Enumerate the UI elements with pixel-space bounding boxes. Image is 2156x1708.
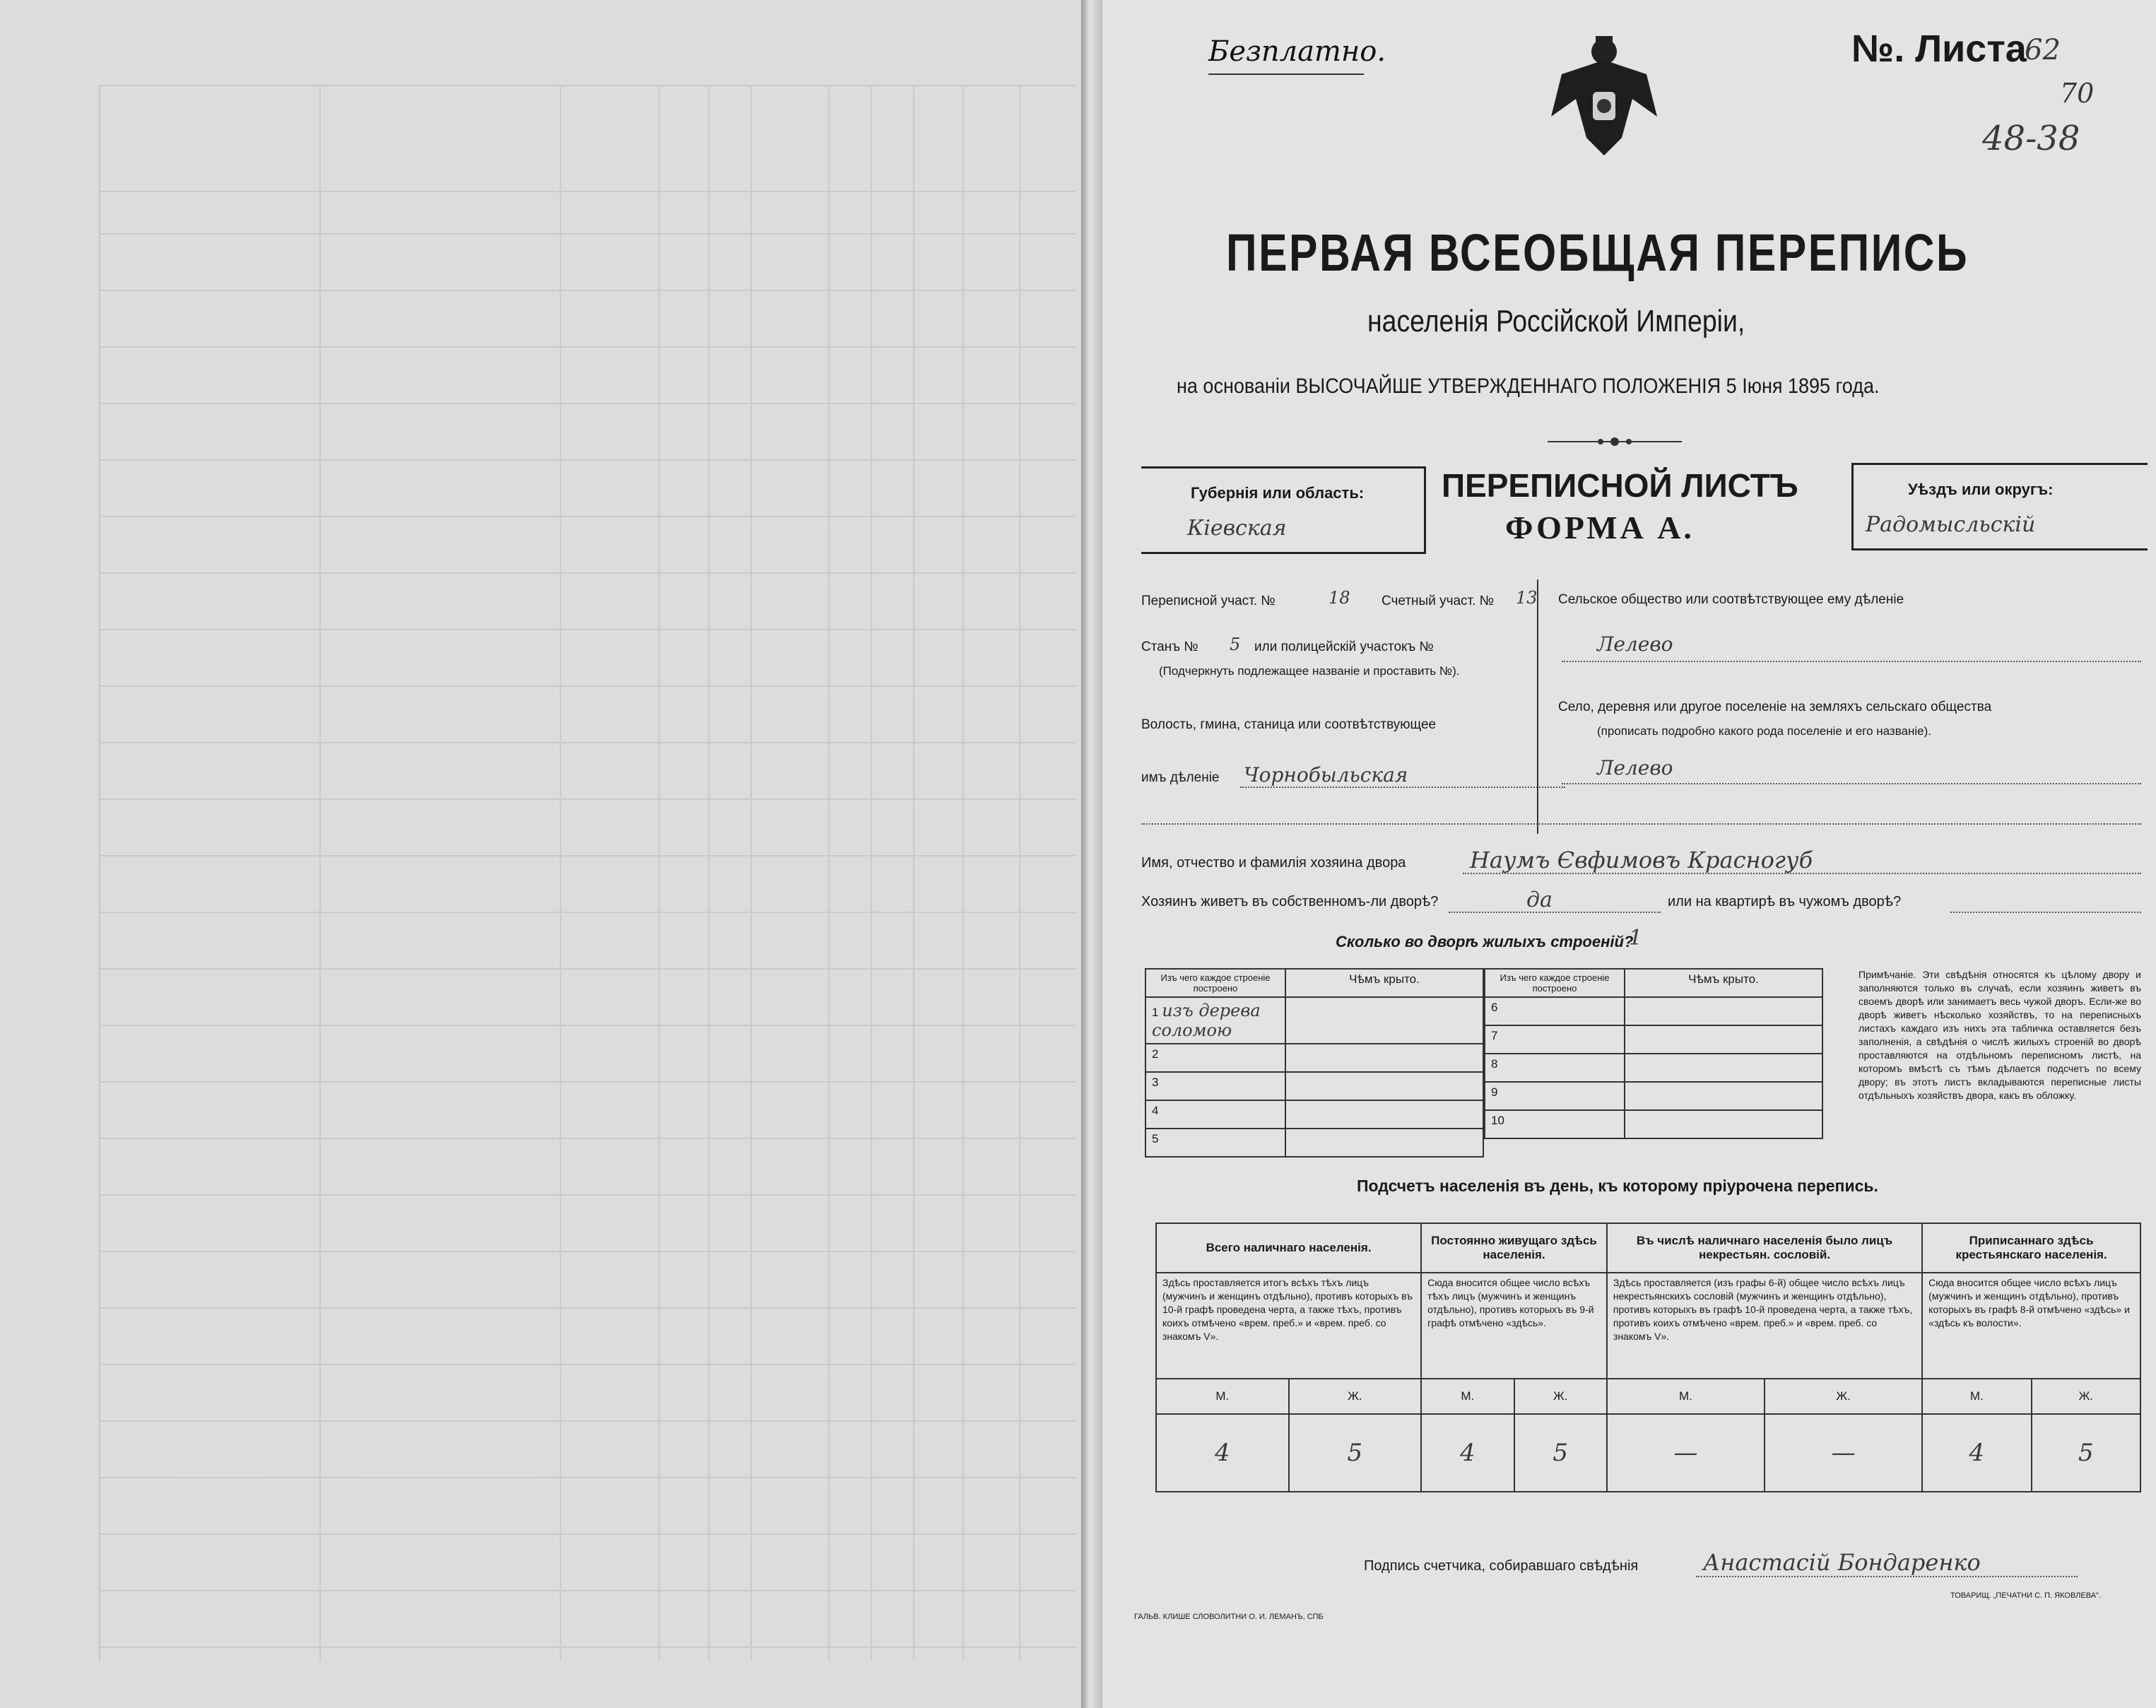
group-2-f-value: 5 <box>1514 1414 1607 1492</box>
group-1-m-label: М. <box>1156 1379 1289 1414</box>
volost-label: Волость, гмина, станица или соотвѣтствующее <box>1141 717 1437 732</box>
group-2-m-value: 4 <box>1421 1414 1514 1492</box>
signature-label: Подпись счетчика, собиравшаго свѣдѣнія <box>1364 1558 1639 1574</box>
note-text: Примѣчаніе. Эти свѣдѣнія относятся къ цѣлому двору и заполняются только въ случаѣ, если хозяинъ живетъ въ своемъ дворѣ или занимаетъ весь чужой дворъ. Если-же во дворѣ живетъ нѣсколько хозяйствъ, то на переписныхъ листахъ каждаго изъ нихъ эта табличка оставляется безъ заполненія, а свѣдѣнія о числѣ жилыхъ строеній во дворѣ проставляются на отдѣльномъ переписномъ листѣ, на которомъ вмѣстѣ съ тѣмъ дѣлается подсчетъ по всему двору; въ этотъ листъ вкладываются переписные листы отдѣльныхъ хозяйствъ двора, какъ въ обложку. <box>1858 969 2141 1101</box>
stan-note: (Подчеркнуть подлежащее названіе и проставить №). <box>1159 664 1460 678</box>
building-row-10: 10 <box>1485 1110 1625 1138</box>
ornament-divider <box>1548 435 1682 449</box>
group-4-f-value: 5 <box>2032 1414 2140 1492</box>
group-3-m-value: — <box>1607 1414 1765 1492</box>
book-spine <box>1081 0 1102 1708</box>
stan-label: Станъ № <box>1141 640 1198 654</box>
group-4-f-label: Ж. <box>2032 1379 2140 1414</box>
census-subtitle: населенія Россійской Имперіи, <box>1367 304 1745 338</box>
sheet-number-value: 62 <box>2025 34 2061 66</box>
group-2-desc: Сюда вносится общее число всѣхъ тѣхъ лицъ (мужчинъ и женщинъ отдѣльно), противъ которыхъ въ 9-й графѣ отмѣчено «здѣсь». <box>1421 1273 1607 1379</box>
sheet-number-alt1: 70 <box>2060 78 2095 109</box>
census-decree: на основаніи ВЫСОЧАЙШЕ УТВЕРЖДЕННАГО ПОЛОЖЕНІЯ 5 Іюня 1895 года. <box>1177 375 1880 398</box>
building-row-6: 6 <box>1485 997 1625 1025</box>
volost-label-2: имъ дѣленіе <box>1141 770 1220 785</box>
group-3-desc: Здѣсь проставляется (изъ графы 6-й) общее число всѣхъ лицъ некрестьянскихъ сословій (мужчинъ и женщинъ отдѣльно), противъ которыхъ въ графѣ 10-й проведена черта, а также тѣхъ, противъ коихъ отмѣчено «врем. преб.» и «врем. преб. со знакомъ V». <box>1607 1273 1922 1379</box>
census-form-page <box>1102 0 2156 1708</box>
province-box <box>1141 466 1426 554</box>
building-row-3: 3 <box>1145 1072 1285 1100</box>
village-label: Село, деревня или другое поселеніе на земляхъ сельскаго общества <box>1558 700 1992 714</box>
building-row-1: 1 изъ дерева соломою <box>1145 997 1285 1044</box>
sheet-title: ПЕРЕПИСНОЙ ЛИСТЪ <box>1442 467 1798 504</box>
group-4-title: Приписаннаго здѣсь крестьянскаго населенія. <box>1922 1223 2140 1273</box>
printer-right: ТОВАРИЩ. „ПЕЧАТНИ С. П. ЯКОВЛЕВА". <box>1950 1591 2101 1600</box>
fields-divider <box>1537 579 1538 834</box>
police-label: или полицейскій участокъ № <box>1254 640 1434 654</box>
group-1-title: Всего наличнаго населенія. <box>1156 1223 1421 1273</box>
group-4-desc: Сюда вносится общее число всѣхъ лицъ (мужчинъ и женщинъ отдѣльно), противъ которыхъ въ графѣ 8-й отмѣчено «здѣсь» и «здѣсь къ волости». <box>1922 1273 2140 1379</box>
col-roof: Чѣмъ крыто. <box>1285 969 1483 997</box>
group-3-m-label: М. <box>1607 1379 1765 1414</box>
group-3-f-label: Ж. <box>1765 1379 1922 1414</box>
imperial-eagle-emblem <box>1548 32 1661 155</box>
buildings-table-right <box>1484 968 1823 1139</box>
group-2-m-label: М. <box>1421 1379 1514 1414</box>
building-row-4: 4 <box>1145 1100 1285 1129</box>
building-row-2: 2 <box>1145 1044 1285 1072</box>
group-4-m-label: М. <box>1922 1379 2031 1414</box>
form-name: ФОРМА А. <box>1505 510 1695 546</box>
left-page-ruled-grid <box>99 85 1076 1661</box>
population-count-table <box>1155 1223 2141 1492</box>
building-row-7: 7 <box>1485 1025 1625 1054</box>
group-1-f-value: 5 <box>1289 1414 1422 1492</box>
province-label: Губернія или область: <box>1191 484 1365 502</box>
group-2-title: Постоянно живущаго здѣсь населенія. <box>1421 1223 1607 1273</box>
group-3-f-value: — <box>1765 1414 1922 1492</box>
buildings-value: 1 <box>1629 926 1643 950</box>
group-3-title: Въ числѣ наличнаго населенія было лицъ некрестьян. сословій. <box>1607 1223 1922 1273</box>
count-heading: Подсчетъ населенія въ день, къ которому пріурочена перепись. <box>1357 1177 1878 1195</box>
count-plot-value: 13 <box>1516 588 1538 608</box>
own-yard-value: да <box>1526 888 1553 912</box>
society-value: Лелево <box>1597 632 1673 656</box>
sheet-number-alt2: 48-38 <box>1982 119 2080 158</box>
building-row-5: 5 <box>1145 1129 1285 1157</box>
volost-value: Чорнобыльская <box>1244 763 1408 787</box>
buildings-table <box>1145 968 1484 1158</box>
building-row-1-value: изъ дерева соломою <box>1152 1001 1261 1040</box>
census-plot-label: Переписной участ. № <box>1141 594 1276 608</box>
buildings-label: Сколько во дворѣ жилыхъ строеній? <box>1336 933 1634 950</box>
village-note: (прописать подробно какого рода поселеніе и его названіе). <box>1597 724 1932 738</box>
col-built: Изъ чего каждое строеніе построено <box>1145 969 1285 997</box>
group-1-m-value: 4 <box>1156 1414 1289 1492</box>
free-label: Безплатно. <box>1208 35 1386 68</box>
census-plot-value: 18 <box>1329 588 1350 608</box>
group-2-f-label: Ж. <box>1514 1379 1607 1414</box>
rent-label: или на квартирѣ въ чужомъ дворѣ? <box>1668 894 1902 909</box>
province-value: Кіевская <box>1187 516 1287 541</box>
village-value: Лелево <box>1597 756 1673 779</box>
district-box <box>1851 463 2148 550</box>
district-value: Радомысльскій <box>1866 512 2036 537</box>
signature-value: Анастасій Бондаренко <box>1703 1549 1981 1576</box>
building-row-8: 8 <box>1485 1054 1625 1082</box>
group-1-desc: Здѣсь проставляется итогъ всѣхъ тѣхъ лицъ (мужчинъ и женщинъ отдѣльно), противъ которыхъ въ 10-й графѣ проведена черта, а также тѣхъ, противъ коихъ отмѣчено «врем. преб.» и «врем. преб. со знакомъ V». <box>1156 1273 1421 1379</box>
count-plot-label: Счетный участ. № <box>1382 594 1495 608</box>
building-row-9: 9 <box>1485 1082 1625 1110</box>
district-label: Уѣздъ или округъ: <box>1908 481 2054 498</box>
group-4-m-value: 4 <box>1922 1414 2031 1492</box>
printer-left: ГАЛЬВ. КЛИШЕ СЛОВОЛИТНИ О. И. ЛЕМАНЪ, СПБ <box>1134 1613 1324 1621</box>
census-title: ПЕРВАЯ ВСЕОБЩАЯ ПЕРЕПИСЬ <box>1226 223 1969 282</box>
stan-value: 5 <box>1230 635 1241 654</box>
own-yard-label: Хозяинъ живетъ въ собственномъ-ли дворѣ? <box>1141 894 1439 909</box>
owner-value: Наумъ Євфимовъ Красногуб <box>1470 847 1813 873</box>
society-label: Сельское общество или соотвѣтствующее ему дѣленіе <box>1558 592 1904 607</box>
sheet-number-label: №. Листа <box>1851 28 2027 70</box>
group-1-f-label: Ж. <box>1289 1379 1422 1414</box>
col-roof-2: Чѣмъ крыто. <box>1625 969 1822 997</box>
owner-label: Имя, отчество и фамилія хозяина двора <box>1141 855 1406 871</box>
col-built-2: Изъ чего каждое строеніе построено <box>1485 969 1625 997</box>
